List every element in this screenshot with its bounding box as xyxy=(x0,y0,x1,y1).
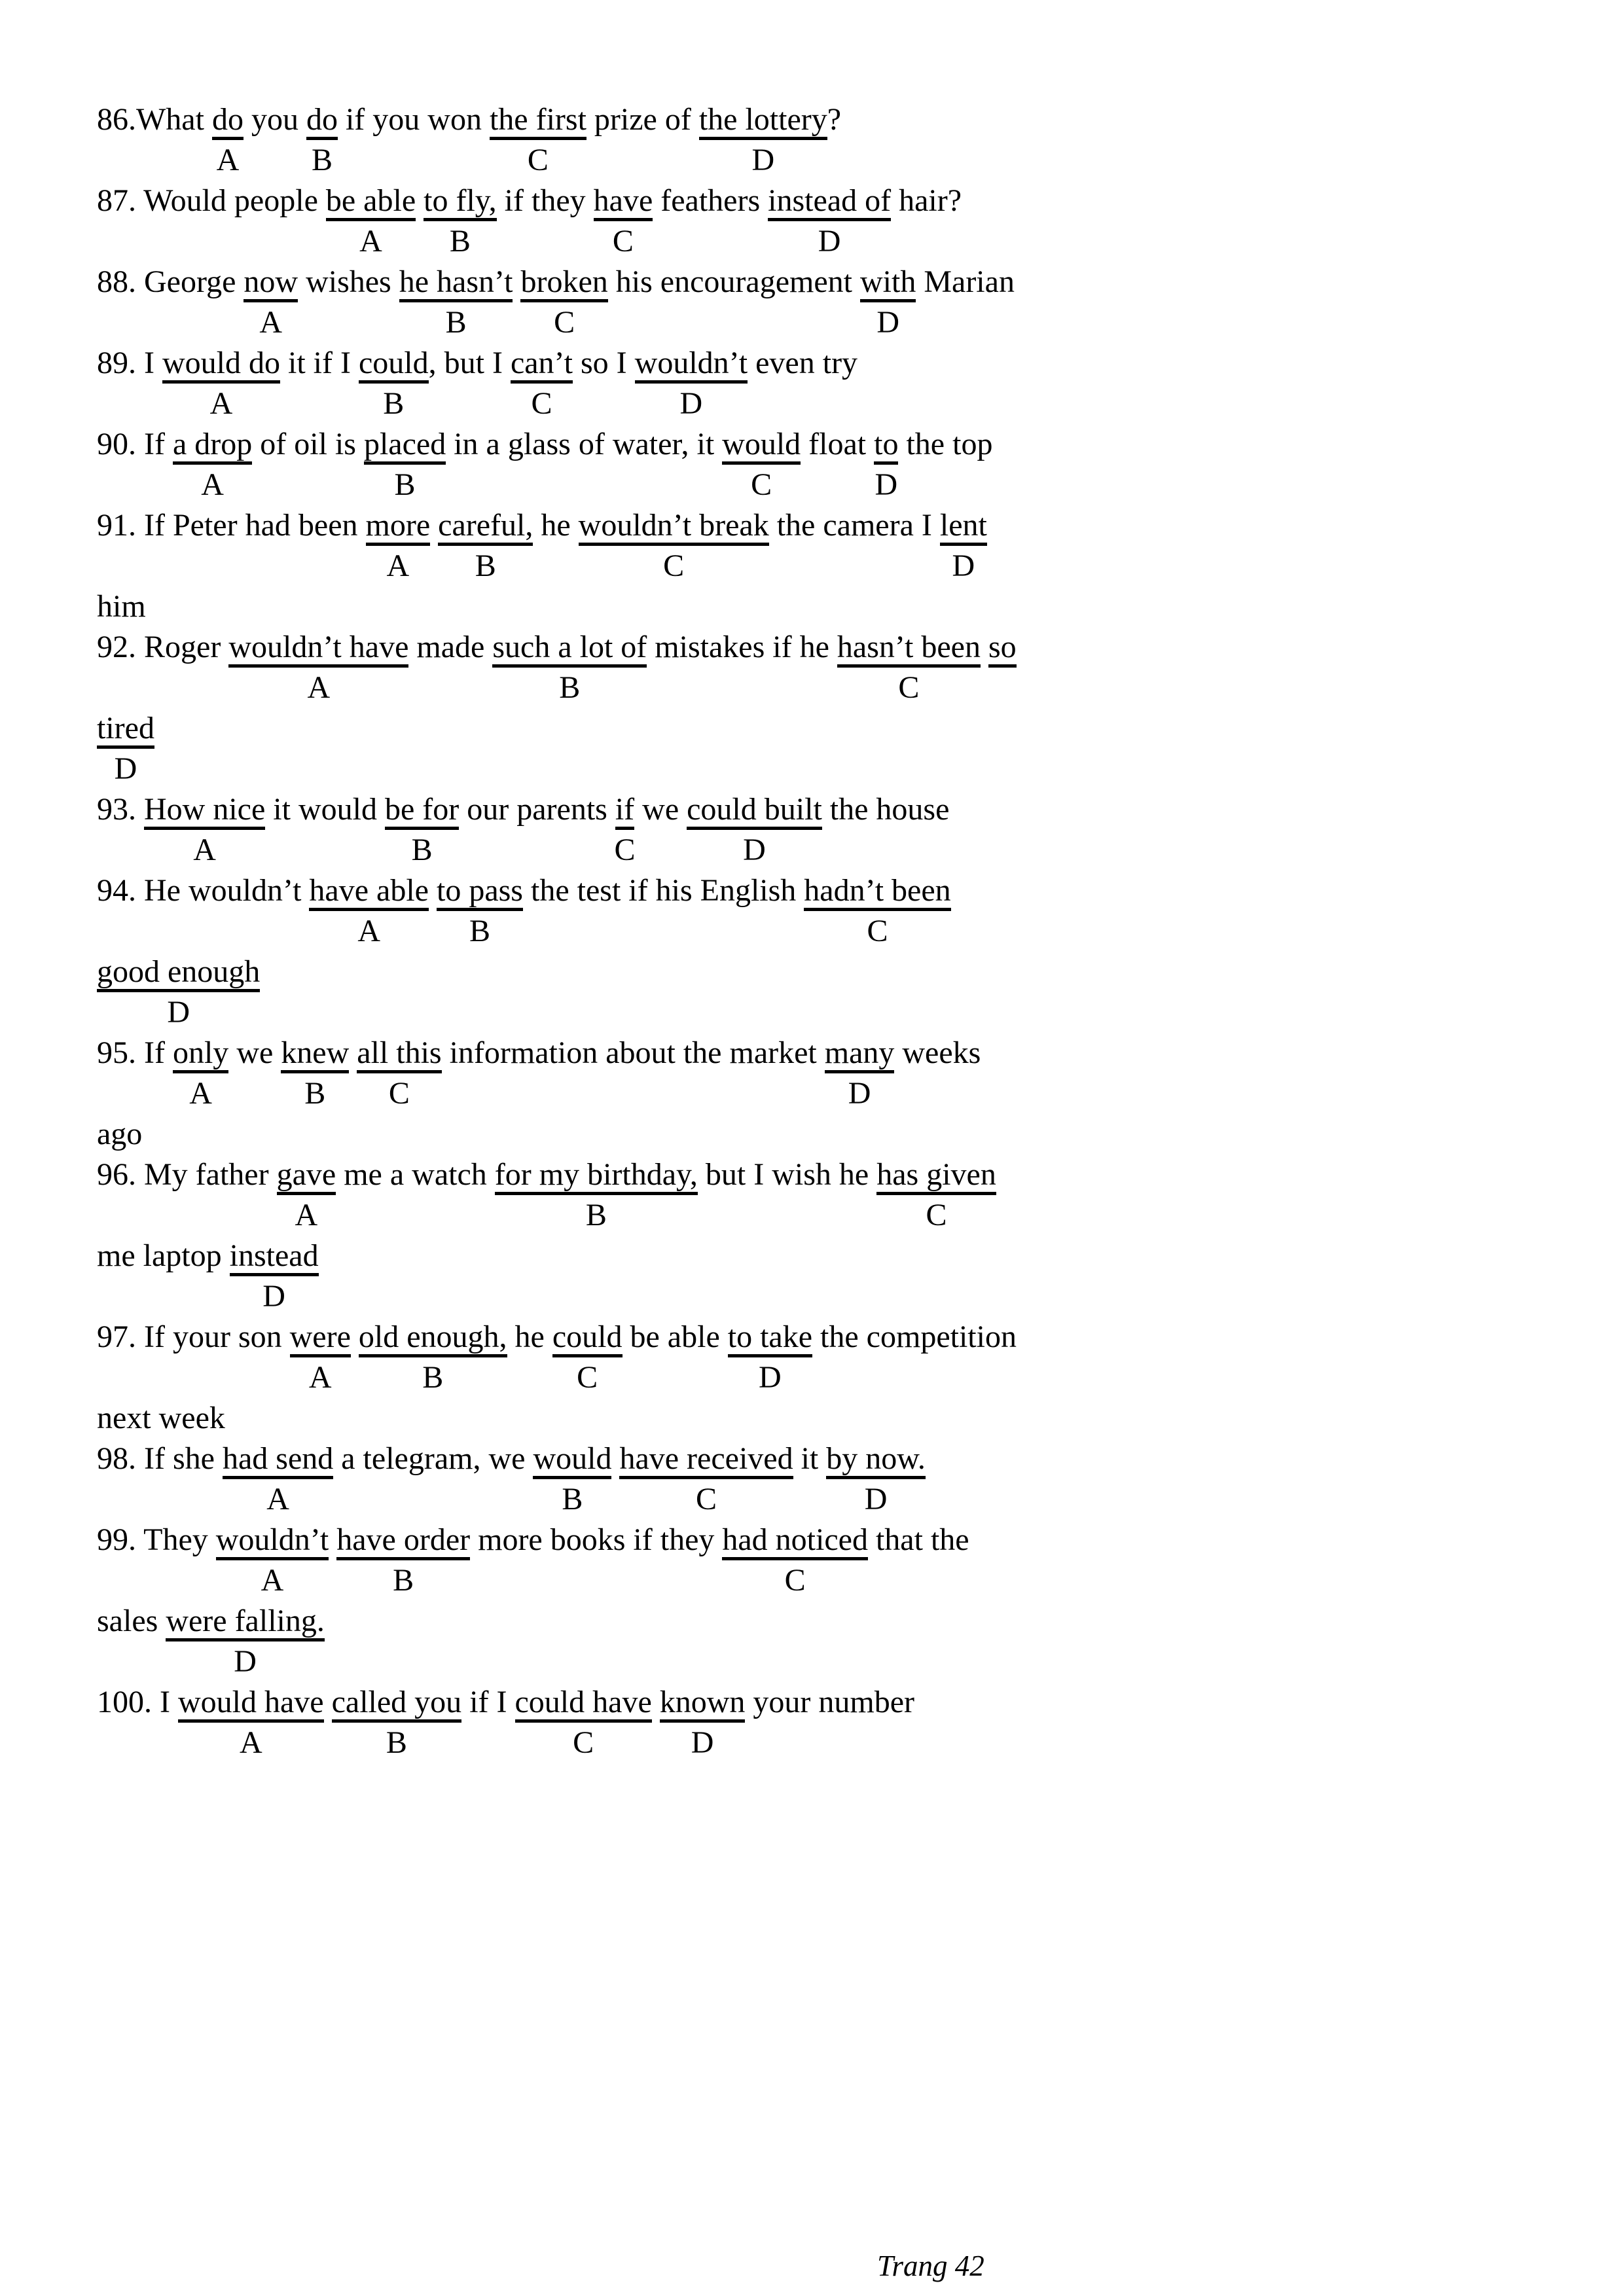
underlined-segment: so xyxy=(988,630,1017,668)
underlined-segment: would xyxy=(722,427,801,465)
choice-letter-c: C xyxy=(612,224,634,259)
underlined-segment: for my birthday, xyxy=(495,1157,698,1195)
text-segment: 100. I xyxy=(97,1685,178,1719)
choice-letter-d: D xyxy=(876,305,899,340)
question-90 xyxy=(97,424,1585,505)
choice-letter-b: B xyxy=(559,670,581,705)
underlined-segment: do xyxy=(212,102,244,140)
underlined-segment: can’t xyxy=(511,346,573,384)
question-92 xyxy=(97,627,1585,789)
underlined-segment: wouldn’t xyxy=(635,346,748,384)
underlined-segment: could have xyxy=(515,1685,652,1723)
text-segment: float xyxy=(801,427,875,461)
underlined-segment: such a lot of xyxy=(492,630,647,668)
choice-letter-a: A xyxy=(201,467,224,502)
choice-letter-row xyxy=(97,1073,1585,1114)
underlined-segment: to pass xyxy=(437,873,523,911)
choice-letter-row xyxy=(97,546,1585,586)
choice-letter-a: A xyxy=(308,1360,332,1395)
choice-letter-d: D xyxy=(848,1076,871,1111)
text-segment: next week xyxy=(97,1401,225,1435)
text-segment: prize of xyxy=(586,102,699,137)
underlined-segment: had noticed xyxy=(722,1522,868,1560)
underlined-segment: to xyxy=(874,427,898,465)
text-segment xyxy=(324,1685,332,1719)
underlined-segment: wouldn’t xyxy=(216,1522,329,1560)
question-text-line xyxy=(97,1317,1585,1357)
underlined-segment: had send xyxy=(223,1441,333,1479)
question-99 xyxy=(97,1520,1585,1682)
choice-letter-row xyxy=(97,1357,1585,1398)
choice-letter-c: C xyxy=(527,143,549,177)
text-segment: of oil is xyxy=(252,427,364,461)
text-segment: in a glass of water, it xyxy=(446,427,723,461)
question-text-line xyxy=(97,343,1585,384)
question-text-line xyxy=(97,1033,1585,1073)
text-segment xyxy=(429,873,437,908)
question-text-line xyxy=(97,1114,1585,1155)
question-94 xyxy=(97,870,1585,1033)
underlined-segment: a drop xyxy=(173,427,252,465)
choice-letter-row xyxy=(97,1479,1585,1520)
choice-letter-row xyxy=(97,992,1585,1033)
choice-letter-b: B xyxy=(445,305,467,340)
underlined-segment: instead xyxy=(230,1238,319,1276)
question-text-line xyxy=(97,952,1585,992)
question-89 xyxy=(97,343,1585,424)
question-text-line xyxy=(97,586,1585,627)
text-segment: 99. They xyxy=(97,1522,216,1557)
choice-letter-c: C xyxy=(926,1198,947,1232)
text-segment: 92. Roger xyxy=(97,630,229,664)
choice-letter-d: D xyxy=(751,143,775,177)
underlined-segment: hasn’t been xyxy=(837,630,981,668)
text-segment: it would xyxy=(265,792,385,827)
text-segment: it xyxy=(793,1441,827,1476)
choice-letter-a: A xyxy=(261,1563,284,1598)
choice-letter-b: B xyxy=(304,1076,326,1111)
choice-letter-c: C xyxy=(531,386,552,421)
text-segment: 93. xyxy=(97,792,144,827)
text-segment: feathers xyxy=(653,183,768,218)
exam-questions-area xyxy=(97,99,1585,1763)
choice-letter-c: C xyxy=(867,914,888,948)
text-segment xyxy=(416,183,424,218)
text-segment: 90. If xyxy=(97,427,173,461)
text-segment: ? xyxy=(827,102,842,137)
text-segment xyxy=(329,1522,336,1557)
underlined-segment: by now. xyxy=(826,1441,926,1479)
underlined-segment: to fly, xyxy=(424,183,497,221)
choice-letter-row xyxy=(97,1560,1585,1601)
text-segment: we xyxy=(634,792,687,827)
choice-letter-c: C xyxy=(577,1360,598,1395)
choice-letter-c: C xyxy=(898,670,920,705)
question-text-line xyxy=(97,627,1585,668)
text-segment: but I wish he xyxy=(697,1157,877,1192)
question-text-line xyxy=(97,181,1585,221)
text-segment: 87. Would people xyxy=(97,183,326,218)
page-footer: Trang 42 xyxy=(877,2250,984,2282)
question-text-line xyxy=(97,99,1585,140)
choice-letter-d: D xyxy=(818,224,841,259)
question-text-line xyxy=(97,1439,1585,1479)
text-segment: the house xyxy=(821,792,950,827)
text-segment: information about the market xyxy=(441,1035,825,1070)
text-segment: you xyxy=(243,102,306,137)
underlined-segment: broken xyxy=(520,264,607,302)
choice-letter-row xyxy=(97,465,1585,505)
question-text-line xyxy=(97,870,1585,911)
choice-letter-a: A xyxy=(295,1198,318,1232)
choice-letter-d: D xyxy=(759,1360,782,1395)
choice-letter-a: A xyxy=(359,224,382,259)
choice-letter-row xyxy=(97,302,1585,343)
underlined-segment: more xyxy=(366,508,431,546)
text-segment: the top xyxy=(898,427,993,461)
question-text-line xyxy=(97,1155,1585,1195)
underlined-segment: hadn’t been xyxy=(804,873,950,911)
text-segment: the competition xyxy=(812,1319,1017,1354)
choice-letter-b: B xyxy=(393,1563,414,1598)
choice-letter-a: A xyxy=(357,914,381,948)
choice-letter-c: C xyxy=(663,548,685,583)
choice-letter-c: C xyxy=(696,1482,717,1516)
text-segment: ago xyxy=(97,1117,143,1151)
text-segment: if you won xyxy=(337,102,490,137)
choice-letter-d: D xyxy=(691,1725,714,1760)
question-text-line xyxy=(97,708,1585,749)
underlined-segment: called you xyxy=(332,1685,462,1723)
underlined-segment: only xyxy=(173,1035,228,1073)
text-segment: a telegram, we xyxy=(333,1441,533,1476)
choice-letter-c: C xyxy=(751,467,772,502)
underlined-segment: with xyxy=(860,264,916,302)
text-segment xyxy=(513,264,520,299)
text-segment: your number xyxy=(745,1685,915,1719)
text-segment: his encouragement xyxy=(607,264,860,299)
underlined-segment: old enough, xyxy=(359,1319,507,1357)
choice-letter-row xyxy=(97,1641,1585,1682)
question-98 xyxy=(97,1439,1585,1520)
text-segment: even try xyxy=(748,346,858,380)
question-100 xyxy=(97,1682,1585,1763)
underlined-segment: could xyxy=(359,346,429,384)
underlined-segment: would do xyxy=(162,346,280,384)
choice-letter-d: D xyxy=(875,467,898,502)
text-segment: he xyxy=(533,508,579,543)
text-segment: be able xyxy=(622,1319,728,1354)
text-segment: sales xyxy=(97,1604,166,1638)
underlined-segment: were xyxy=(290,1319,351,1357)
underlined-segment: be able xyxy=(326,183,416,221)
underlined-segment: all this xyxy=(357,1035,441,1073)
underlined-segment: instead of xyxy=(768,183,891,221)
underlined-segment: placed xyxy=(364,427,446,465)
underlined-segment: have able xyxy=(309,873,429,911)
underlined-segment: now xyxy=(244,264,298,302)
choice-letter-row xyxy=(97,749,1585,789)
choice-letter-a: A xyxy=(239,1725,262,1760)
question-87 xyxy=(97,181,1585,262)
choice-letter-d: D xyxy=(952,548,975,583)
text-segment: 89. I xyxy=(97,346,162,380)
question-96 xyxy=(97,1155,1585,1317)
choice-letter-d: D xyxy=(167,995,190,1030)
question-text-line xyxy=(97,505,1585,546)
text-segment: so I xyxy=(573,346,635,380)
text-segment xyxy=(351,1319,359,1354)
text-segment: 86.What xyxy=(97,102,212,137)
choice-letter-c: C xyxy=(614,833,636,867)
underlined-segment: the lottery xyxy=(699,102,827,140)
choice-letter-a: A xyxy=(216,143,240,177)
choice-letter-d: D xyxy=(864,1482,888,1516)
question-text-line xyxy=(97,1682,1585,1723)
underlined-segment: How nice xyxy=(144,792,265,830)
choice-letter-d: D xyxy=(234,1644,257,1679)
text-segment xyxy=(349,1035,357,1070)
underlined-segment: do xyxy=(306,102,338,140)
text-segment: it if I xyxy=(280,346,359,380)
question-93 xyxy=(97,789,1585,870)
underlined-segment: would have xyxy=(178,1685,324,1723)
choice-letter-b: B xyxy=(449,224,471,259)
choice-letter-b: B xyxy=(475,548,496,583)
choice-letter-row xyxy=(97,1195,1585,1236)
underlined-segment: be for xyxy=(385,792,459,830)
text-segment: the camera I xyxy=(768,508,940,543)
question-91 xyxy=(97,505,1585,627)
choice-letter-row xyxy=(97,1276,1585,1317)
underlined-segment: wouldn’t have xyxy=(228,630,408,668)
choice-letter-row xyxy=(97,221,1585,262)
text-segment: 95. If xyxy=(97,1035,173,1070)
choice-letter-b: B xyxy=(562,1482,583,1516)
choice-letter-c: C xyxy=(573,1725,594,1760)
text-segment: me laptop xyxy=(97,1238,230,1273)
question-95 xyxy=(97,1033,1585,1155)
question-text-line xyxy=(97,1236,1585,1276)
text-segment: me a watch xyxy=(336,1157,495,1192)
choice-letter-row xyxy=(97,1723,1585,1763)
text-segment: the test if his English xyxy=(522,873,804,908)
choice-letter-d: D xyxy=(114,751,137,786)
choice-letter-b: B xyxy=(469,914,490,948)
choice-letter-a: A xyxy=(266,1482,289,1516)
underlined-segment: have xyxy=(594,183,653,221)
choice-letter-c: C xyxy=(388,1076,410,1111)
underlined-segment: he hasn’t xyxy=(399,264,513,302)
choice-letter-b: B xyxy=(411,833,433,867)
choice-letter-b: B xyxy=(422,1360,444,1395)
choice-letter-row xyxy=(97,140,1585,181)
text-segment: , but I xyxy=(428,346,511,380)
question-86 xyxy=(97,99,1585,181)
text-segment: he xyxy=(507,1319,552,1354)
text-segment: mistakes if he xyxy=(647,630,837,664)
question-88 xyxy=(97,262,1585,343)
text-segment: hair? xyxy=(891,183,962,218)
text-segment: 96. My father xyxy=(97,1157,277,1192)
choice-letter-b: B xyxy=(383,386,405,421)
text-segment: we xyxy=(228,1035,281,1070)
text-segment: if they xyxy=(496,183,594,218)
choice-letter-d: D xyxy=(743,833,766,867)
text-segment xyxy=(981,630,988,664)
underlined-segment: wouldn’t break xyxy=(579,508,769,546)
text-segment: him xyxy=(97,589,146,624)
text-segment: weeks xyxy=(894,1035,981,1070)
underlined-segment: good enough xyxy=(97,954,260,992)
choice-letter-b: B xyxy=(394,467,416,502)
underlined-segment: have order xyxy=(336,1522,470,1560)
underlined-segment: could xyxy=(552,1319,623,1357)
underlined-segment: to take xyxy=(728,1319,812,1357)
text-segment: 94. He wouldn’t xyxy=(97,873,310,908)
question-text-line xyxy=(97,424,1585,465)
underlined-segment: would xyxy=(533,1441,611,1479)
choice-letter-a: A xyxy=(193,833,216,867)
question-text-line xyxy=(97,1520,1585,1560)
choice-letter-d: D xyxy=(679,386,703,421)
underlined-segment: has given xyxy=(876,1157,996,1195)
underlined-segment: known xyxy=(660,1685,746,1723)
underlined-segment: many xyxy=(825,1035,895,1073)
choice-letter-b: B xyxy=(386,1725,407,1760)
underlined-segment: if xyxy=(615,792,634,830)
text-segment: our parents xyxy=(459,792,615,827)
choice-letter-a: A xyxy=(189,1076,212,1111)
underlined-segment: lent xyxy=(940,508,987,546)
choice-letter-row xyxy=(97,384,1585,424)
underlined-segment: have received xyxy=(619,1441,793,1479)
text-segment xyxy=(611,1441,619,1476)
underlined-segment: were falling. xyxy=(166,1604,325,1641)
underlined-segment: careful, xyxy=(438,508,533,546)
choice-letter-b: B xyxy=(311,143,333,177)
text-segment: made xyxy=(408,630,493,664)
choice-letter-a: A xyxy=(307,670,331,705)
text-segment: 88. George xyxy=(97,264,244,299)
text-segment: that the xyxy=(867,1522,969,1557)
choice-letter-b: B xyxy=(585,1198,607,1232)
choice-letter-row xyxy=(97,668,1585,708)
text-segment: Marian xyxy=(916,264,1015,299)
underlined-segment: knew xyxy=(281,1035,349,1073)
underlined-segment: gave xyxy=(277,1157,336,1195)
question-text-line xyxy=(97,262,1585,302)
choice-letter-c: C xyxy=(554,305,575,340)
question-97 xyxy=(97,1317,1585,1439)
text-segment: if I xyxy=(461,1685,515,1719)
question-text-line xyxy=(97,1601,1585,1641)
choice-letter-a: A xyxy=(209,386,233,421)
text-segment: 91. If Peter had been xyxy=(97,508,366,543)
question-text-line xyxy=(97,789,1585,830)
text-segment: wishes xyxy=(298,264,399,299)
underlined-segment: the first xyxy=(490,102,586,140)
question-text-line xyxy=(97,1398,1585,1439)
text-segment xyxy=(652,1685,660,1719)
text-segment: 97. If your son xyxy=(97,1319,290,1354)
text-segment: more books if they xyxy=(470,1522,723,1557)
choice-letter-a: A xyxy=(259,305,283,340)
underlined-segment: could built xyxy=(687,792,822,830)
text-segment: 98. If she xyxy=(97,1441,223,1476)
choice-letter-row xyxy=(97,911,1585,952)
choice-letter-d: D xyxy=(262,1279,285,1314)
underlined-segment: tired xyxy=(97,711,154,749)
choice-letter-row xyxy=(97,830,1585,870)
choice-letter-c: C xyxy=(784,1563,806,1598)
choice-letter-a: A xyxy=(386,548,410,583)
text-segment xyxy=(430,508,438,543)
